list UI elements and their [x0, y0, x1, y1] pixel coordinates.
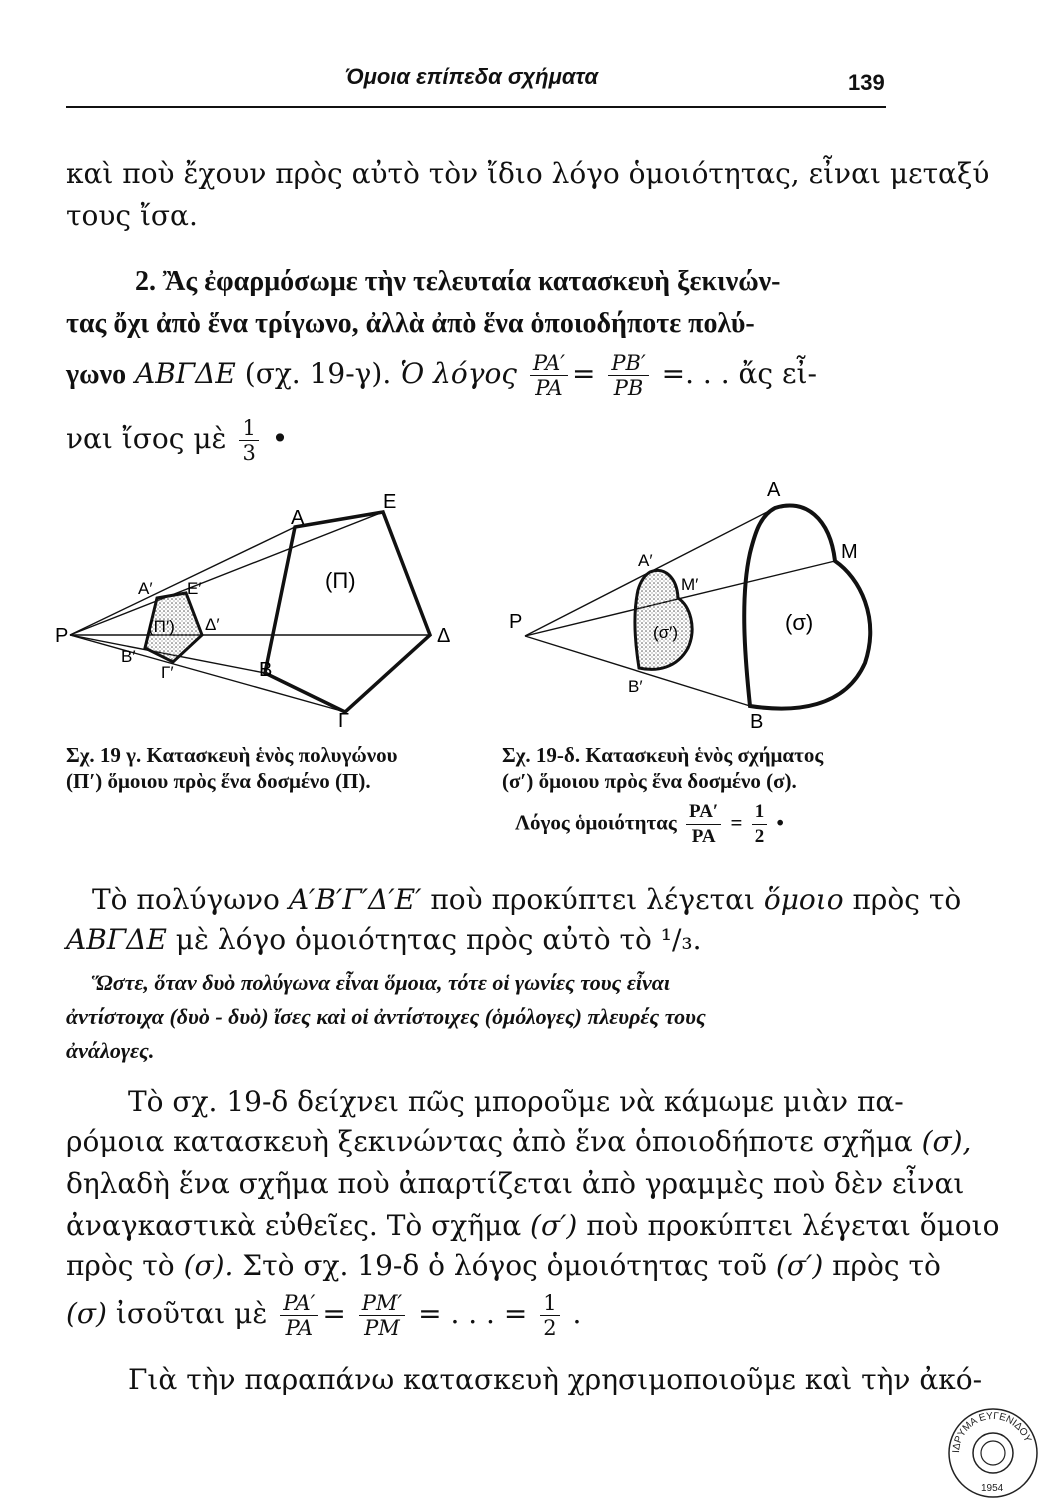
rule-line-1: Ὥστε, ὅταν δυὸ πολύγωνα εἶναι ὅμοια, τότε οἱ γωνίες τους εἶναι: [92, 970, 671, 995]
fraction-den: PB: [613, 376, 644, 400]
label-Delta: Δ: [437, 625, 451, 647]
ratio-end: =. . . ἄς εἶ-: [661, 357, 817, 390]
text-span: ρόμοια κατασκευὴ ξεκινώντας ἀπὸ ἕνα ὁποιοδήποτε σχῆμα: [66, 1125, 913, 1158]
label-A: A: [767, 479, 781, 501]
text-span: μὲ λόγο ὁμοιότητας πρὸς αὐτὸ τὸ ¹/₃.: [175, 923, 702, 956]
label-B-prime: B′: [628, 677, 643, 696]
text-span: ἀναγκαστικὰ εὐθεῖες. Τὸ σχῆμα: [66, 1209, 522, 1242]
caption-19g-line-1: Σχ. 19 γ. Κατασκευὴ ἑνὸς πολυγώνου: [66, 743, 398, 767]
body-p2-line-5: [66, 1242, 941, 1290]
text-span: ποὺ προκύπτει λέγεται ὅμοιο: [586, 1209, 1000, 1242]
figure-ref: (σχ. 19-γ).: [244, 357, 392, 390]
shape-ref: (σ′): [775, 1249, 824, 1282]
fraction-pb: [608, 351, 648, 400]
label-Pi-prime: (Π′): [148, 617, 175, 636]
fraction-num: PA′: [686, 800, 721, 825]
fraction-num: PB′: [608, 351, 648, 376]
intro-line-1: καὶ ποὺ ἔχουν πρὸς αὐτὸ τὸν ἴδιο λόγο ὁμοιότητας, εἶναι μεταξύ: [66, 157, 990, 190]
label-A-prime: A′: [138, 579, 153, 598]
shape-ref: (σ),: [921, 1125, 972, 1158]
foundation-stamp: [945, 1405, 1040, 1500]
figure-19d: [505, 478, 915, 738]
caption-19d-ratio: [515, 800, 784, 849]
shape-ref: (σ′): [530, 1209, 578, 1242]
stamp-year: 1954: [981, 1483, 1004, 1494]
text-span: Τὸ πολύγωνο: [92, 883, 280, 916]
text-span: ποὺ προκύπτει λέγεται: [430, 883, 755, 916]
polygon-pi: [265, 512, 430, 712]
header-rule: [66, 106, 886, 108]
label-sigma-prime: (σ′): [653, 623, 679, 642]
text-span: πρὸς τὸ: [66, 1249, 175, 1282]
ratio-equals: =: [730, 810, 743, 835]
fraction-num: PA′: [530, 351, 568, 376]
fraction-one-half: [540, 1291, 559, 1340]
rule-line-3: ἀνάλογες.: [66, 1038, 155, 1063]
label-Pi: (Π): [325, 568, 356, 593]
figure-19g: [55, 490, 485, 730]
label-E: E: [383, 491, 397, 513]
fraction-one-third: [239, 416, 258, 465]
fraction-num: PA′: [280, 1291, 318, 1316]
label-E-prime: E′: [187, 579, 202, 598]
body-p2-line-6: (σ) ἰσοῦται μὲ $\frac{PA'}{PA}$ = $\frac{PM'}{PM}$ = . . . = $\frac{1}{2}$ .: [66, 1291, 582, 1340]
label-B-prime: B′: [121, 647, 136, 666]
ratio-fraction: [686, 800, 721, 849]
polygon-name: ΑΒΓΔΕ: [66, 923, 167, 956]
ratio-value: [752, 800, 768, 849]
label-G: Γ: [338, 710, 350, 730]
term-similar: ὅμοιο: [763, 883, 844, 916]
text-span: = . . . =: [418, 1297, 528, 1330]
line4-end: •: [271, 422, 289, 455]
fraction-den: 2: [754, 826, 765, 847]
fraction-num: 1: [239, 416, 258, 441]
ratio-label: Λόγος ὁμοιότητας: [515, 810, 677, 835]
ratio-end: •: [776, 810, 784, 835]
body-p2-line-2: [66, 1118, 971, 1166]
text-span: .: [572, 1297, 582, 1330]
fraction-den: PA: [535, 376, 563, 400]
intro-line-2: τους ἴσα.: [66, 199, 198, 232]
fraction-num: PM′: [359, 1291, 405, 1316]
section2-word: γωνο: [66, 359, 127, 390]
fraction-pa: [280, 1291, 318, 1340]
label-A: A: [291, 507, 305, 529]
label-P: P: [509, 611, 523, 633]
fraction-pm: [359, 1291, 405, 1340]
body-last-line: Γιὰ τὴν παραπάνω κατασκευὴ χρησιμοποιοῦμε καὶ τὴν ἀκό-: [128, 1363, 983, 1396]
running-header-title: Όμοια επίπεδα σχήματα: [345, 64, 599, 89]
label-M-prime: M′: [681, 575, 699, 594]
fraction-den: PA: [691, 826, 716, 847]
caption-19g-line-2: (Π′) ὅμοιου πρὸς ἕνα δοσμένο (Π).: [66, 769, 371, 793]
text-span: πρὸς τὸ: [852, 883, 962, 916]
label-B: B: [259, 659, 273, 681]
label-A-prime: A′: [638, 551, 653, 570]
section2-line-4: [66, 415, 288, 465]
polygon-prime-name: Α′Β′Γ′Δ′Ε′: [288, 883, 422, 916]
section2-line-2: τας ὄχι ἀπὸ ἕνα τρίγωνο, ἀλλὰ ἀπὸ ἕνα ὁποιοδήποτε πολύ-: [66, 308, 755, 339]
caption-19d-line-1: Σχ. 19-δ. Κατασκευὴ ἑνὸς σχήματος: [502, 743, 824, 767]
line4-text: ναι ἴσος μὲ: [66, 422, 227, 455]
body-p2-line-1: Τὸ σχ. 19-δ δείχνει πῶς μποροῦμε νὰ κάμωμε μιὰν πα-: [128, 1085, 904, 1118]
label-D-prime: Δ′: [205, 615, 220, 634]
label-M: M: [841, 541, 858, 563]
stamp-name: ΙΔΡΥΜΑ ΕΥΓΕΝΙΔΟΥ: [950, 1410, 1033, 1454]
body-p1-line-2: [66, 916, 702, 964]
page-number: 139: [848, 70, 885, 95]
shape-ref: (σ): [66, 1297, 107, 1330]
rule-line-2: ἀντίστοιχα (δυὸ - δυὸ) ἴσες καὶ οἱ ἀντίστοιχες (ὁμόλογες) πλευρές τους: [66, 1004, 706, 1029]
shape-ref: (σ).: [183, 1249, 234, 1282]
fraction-num: 1: [540, 1291, 559, 1316]
fraction-num: 1: [752, 800, 768, 825]
label-G-prime: Γ′: [161, 663, 174, 682]
text-span: ἰσοῦται μὲ: [115, 1297, 268, 1330]
fraction-den: PA: [285, 1316, 314, 1340]
caption-19d-line-2: (σ′) ὅμοιου πρὸς ἕνα δοσμένο (σ).: [502, 769, 797, 793]
polygon-name: ΑΒΓΔΕ: [134, 357, 236, 390]
fraction-den: 3: [242, 441, 256, 465]
fraction-den: PM: [364, 1316, 400, 1340]
body-p2-line-3: δηλαδὴ ἕνα σχῆμα ποὺ ἀπαρτίζεται ἀπὸ γραμμὲς ποὺ δὲν εἶναι: [66, 1167, 965, 1200]
text-span: πρὸς τὸ: [832, 1249, 941, 1282]
ratio-word: Ὁ λόγος: [400, 357, 517, 390]
text-span: Στὸ σχ. 19-δ ὁ λόγος ὁμοιότητας τοῦ: [242, 1249, 768, 1282]
shape-sigma: [744, 505, 870, 708]
label-P: P: [55, 625, 69, 647]
section2-line-1: 2. Ἂς ἐφαρμόσωμε τὴν τελευταία κατασκευὴ ξεκινών-: [135, 266, 781, 297]
fraction-den: 2: [543, 1316, 557, 1340]
fraction-pa: [530, 351, 568, 400]
label-B: B: [750, 711, 764, 733]
section2-line-3: γωνο ΑΒΓΔΕ (σχ. 19-γ). Ὁ λόγος $\frac{PA'}{PA}$ = $\frac{PB'}{PB}$ =. . . ἄς εἶ-: [66, 351, 817, 400]
label-sigma: (σ): [785, 610, 814, 635]
